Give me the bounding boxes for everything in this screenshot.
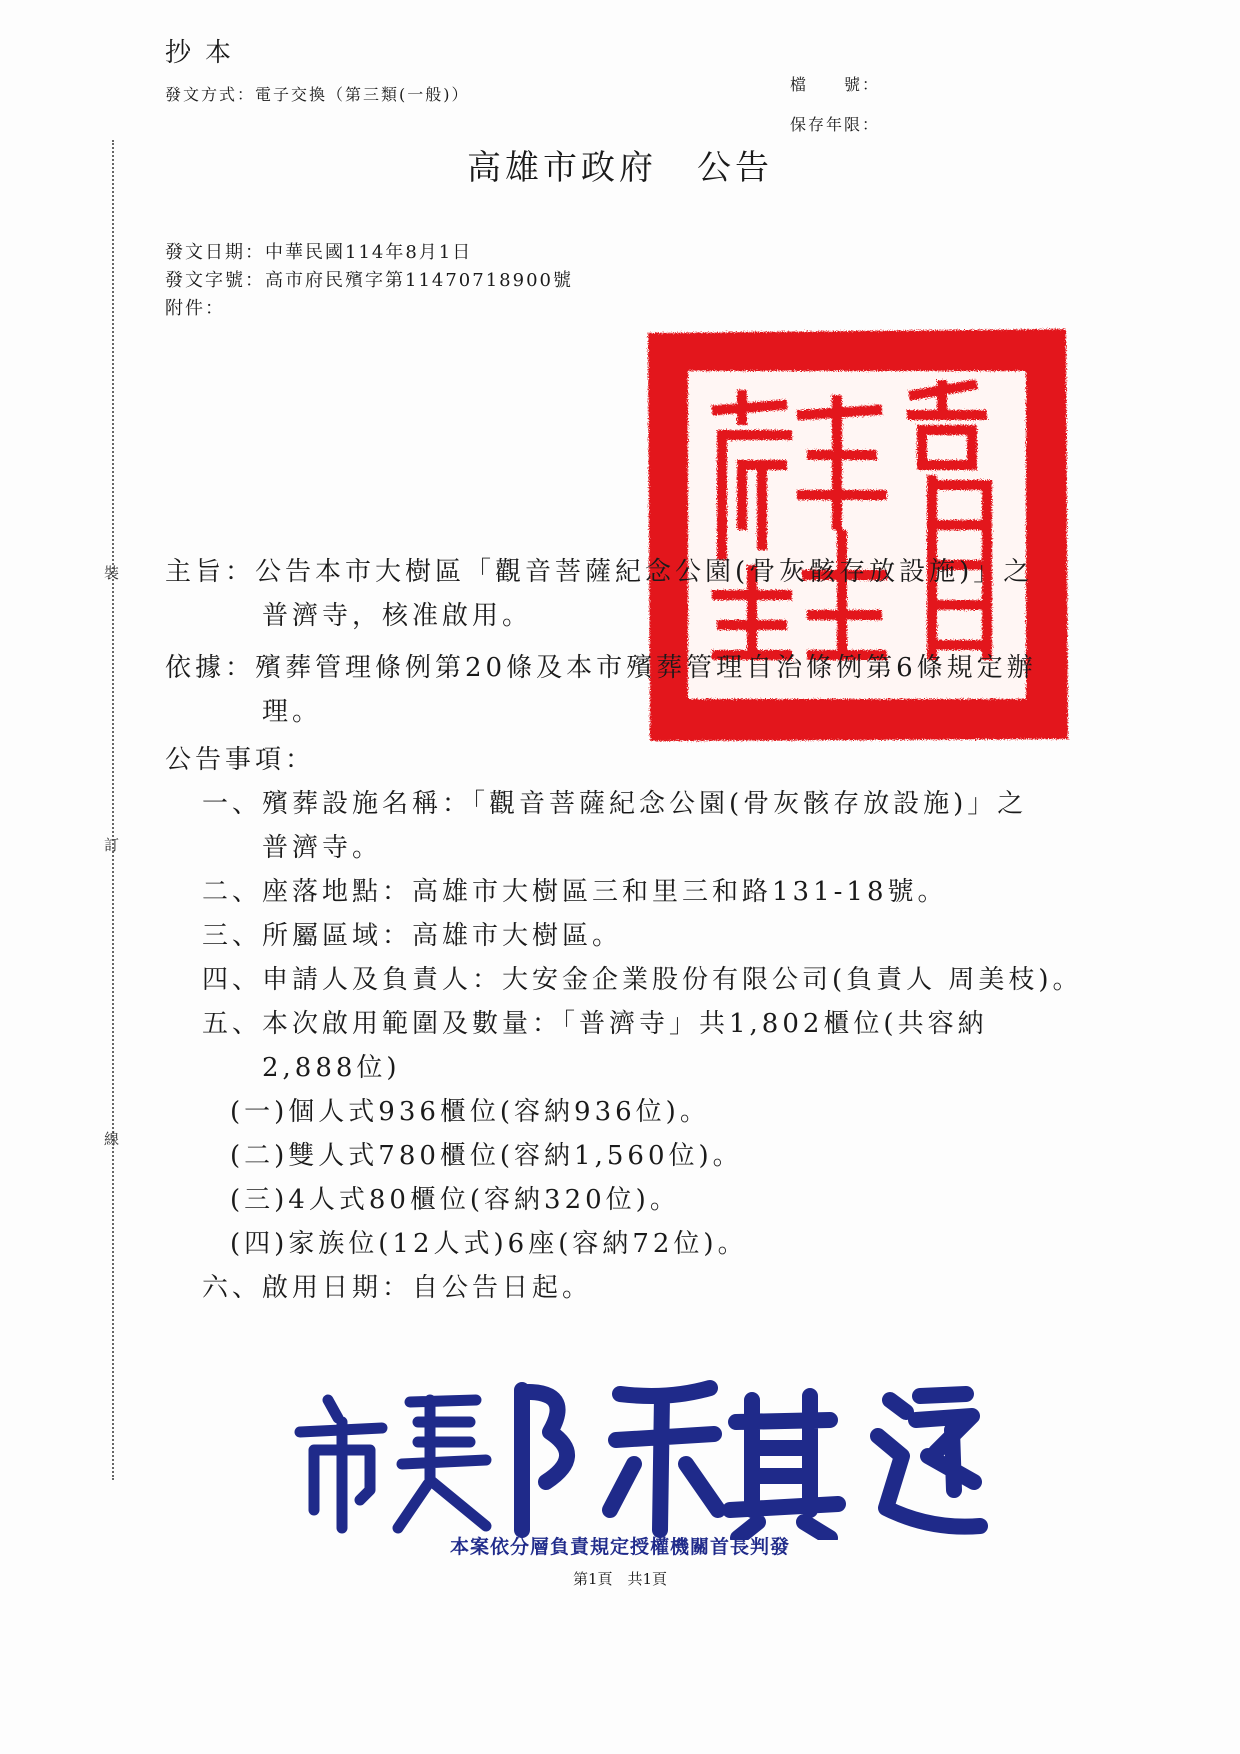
subject-line-1: 主旨：公告本市大樹區「觀音菩薩紀念公園(骨灰骸存放設施)」之 <box>165 557 1034 587</box>
item-5-sub-1: (一)個人式936櫃位(容納936位)。 <box>230 1097 710 1127</box>
basis-line-2: 理。 <box>262 697 323 727</box>
issuing-organization: 高雄市政府 <box>467 148 657 188</box>
binding-mark-ding: 訂 <box>104 836 120 854</box>
item-5-sub-3: (三)4人式80櫃位(容納320位)。 <box>230 1185 680 1215</box>
file-number-label: 檔 號： <box>790 75 881 94</box>
basis-line-1: 依據：殯葬管理條例第20條及本市殯葬管理自治條例第6條規定辦 <box>165 653 1037 683</box>
subject-line-2: 普濟寺，核准啟用。 <box>262 601 533 631</box>
retention-period-label: 保存年限： <box>790 115 881 134</box>
item-1-line-1: 一、殯葬設施名稱：「觀音菩薩紀念公園(骨灰骸存放設施)」之 <box>202 789 1028 819</box>
item-5-sub-2: (二)雙人式780櫃位(容納1,560位)。 <box>230 1141 743 1171</box>
authorization-note: 本案依分層負責規定授權機關首長判發 <box>449 1536 790 1558</box>
copy-label: 抄本 <box>165 38 246 68</box>
binding-mark-xian: 線 <box>104 1130 120 1148</box>
notice-heading: 公告事項： <box>165 745 316 775</box>
item-5-line-1: 五、本次啟用範圍及數量：「普濟寺」共1,802櫃位(共容納 <box>202 1009 988 1039</box>
item-4-applicant: 四、申請人及負責人：大安金企業股份有限公司(負責人 周美枝)。 <box>202 965 1083 995</box>
issue-date: 發文日期：中華民國114年8月1日 <box>165 242 473 263</box>
document-type: 公告 <box>697 148 773 188</box>
mayor-signature <box>290 1360 990 1540</box>
send-method: 發文方式：電子交換（第三類(一般)） <box>165 85 470 104</box>
item-6-start-date: 六、啟用日期：自公告日起。 <box>202 1273 593 1303</box>
item-3-district: 三、所屬區域：高雄市大樹區。 <box>202 921 623 951</box>
page-number: 第1頁 共1頁 <box>572 1570 668 1588</box>
binding-line <box>112 140 114 1480</box>
item-5-line-2: 2,888位) <box>262 1053 401 1083</box>
document-title <box>0 140 1240 189</box>
item-2-location: 二、座落地點：高雄市大樹區三和里三和路131-18號。 <box>202 877 948 907</box>
binding-mark-zhuang: 裝 <box>104 564 120 582</box>
item-5-sub-4: (四)家族位(12人式)6座(容納72位)。 <box>230 1229 748 1259</box>
item-1-line-2: 普濟寺。 <box>262 833 383 863</box>
document-number: 發文字號：高市府民殯字第11470718900號 <box>165 270 573 291</box>
attachment-label: 附件： <box>165 298 225 319</box>
